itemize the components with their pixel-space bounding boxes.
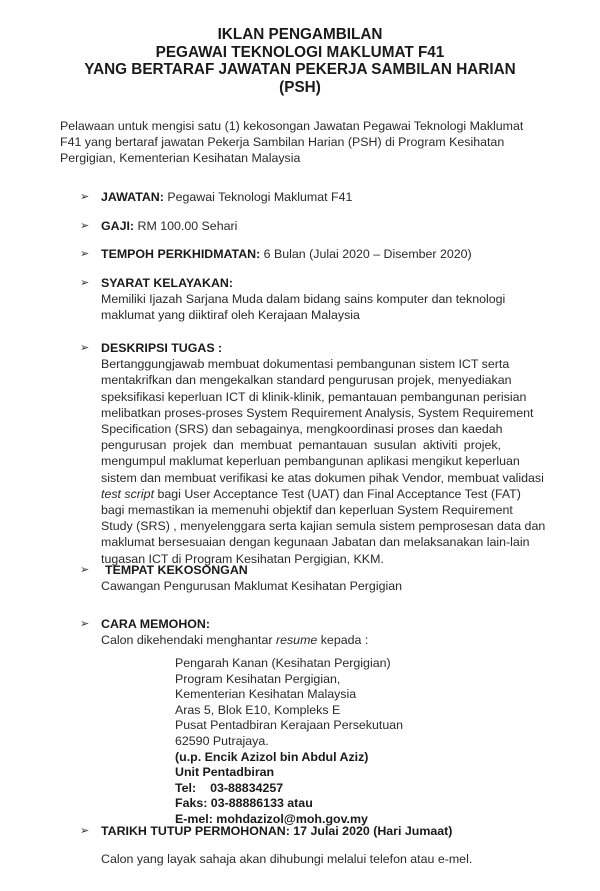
- arrow-bullet-icon: ➢: [80, 191, 90, 203]
- intro-line: Pergigian, Kementerian Kesihatan Malaysia: [60, 151, 301, 166]
- arrow-bullet-icon: ➢: [80, 342, 90, 354]
- arrow-bullet-icon: ➢: [80, 618, 90, 630]
- section-jawatan: [82, 189, 502, 205]
- deskripsi-line: sistem dan membuat verifikasi ke atas dokumen pihak Vendor, membuat validasi: [101, 470, 544, 485]
- document-title: [0, 26, 600, 96]
- syarat-line: Memiliki Ijazah Sarjana Muda dalam bidang sains komputer dan teknologi: [101, 292, 506, 307]
- footer-note: Calon yang layak sahaja akan dihubungi melalui telefon atau e-mel.: [101, 852, 473, 866]
- deskripsi-line: Bertanggungjawab membuat dokumentasi pembangunan sistem ICT serta: [101, 357, 510, 372]
- tempat-label: TEMPAT KEKOSONGAN: [105, 563, 248, 577]
- tel-number: 03-88834257: [210, 780, 284, 795]
- address-line: Kementerian Kesihatan Malaysia: [175, 687, 357, 702]
- address-block: [175, 656, 403, 828]
- arrow-bullet-icon: ➢: [80, 564, 90, 576]
- deskripsi-line: Specification (SRS) dan sebagainya, mengkoordinasi proses dan kaedah: [101, 422, 503, 437]
- cara-label: CARA MEMOHON:: [101, 617, 210, 631]
- section-cara: [82, 616, 502, 648]
- address-line: Pusat Pentadbiran Kerajaan Persekutuan: [175, 718, 404, 733]
- deskripsi-line: mentakrifkan dan mengekalkan standard pengurusan projek, menyediakan: [101, 373, 512, 388]
- deskripsi-label: DESKRIPSI TUGAS :: [101, 341, 223, 355]
- tempoh-value: 6 Bulan (Julai 2020 – Disember 2020): [260, 247, 472, 261]
- title-line: (PSH): [279, 78, 321, 96]
- jawatan-label: JAWATAN:: [101, 190, 164, 204]
- tempoh-label: TEMPOH PERKHIDMATAN:: [101, 247, 261, 261]
- gaji-label: GAJI:: [101, 219, 135, 233]
- address-line: Aras 5, Blok E10, Kompleks E: [175, 702, 341, 717]
- syarat-line: maklumat yang diiktiraf oleh Kerajaan Malaysia: [101, 308, 360, 323]
- section-gaji: [82, 218, 502, 234]
- arrow-bullet-icon: ➢: [80, 277, 90, 289]
- deskripsi-line: pengurusan projek dan membuat pemantauan susulan aktiviti projek,: [101, 438, 501, 453]
- intro-line: Pelawaan untuk mengisi satu (1) kekosongan Jawatan Pegawai Teknologi Maklumat: [60, 119, 524, 133]
- test-script-term: test script: [101, 486, 155, 501]
- section-tempat: [82, 562, 502, 594]
- intro-line: F41 yang bertaraf jawatan Pekerja Sambilan Harian (PSH) di Program Kesihatan: [60, 135, 505, 150]
- tempat-value: Cawangan Pengurusan Maklumat Kesihatan Pergigian: [101, 579, 403, 594]
- deskripsi-line: Study (SRS) , menyelenggara serta kajian semula sistem pemprosesan data dan: [101, 519, 546, 534]
- title-line: IKLAN PENGAMBILAN: [217, 26, 383, 43]
- deskripsi-line: bagi memastikan ia memenuhi objektif dan keperluan System Requirement: [101, 503, 513, 518]
- section-tempoh: [82, 246, 502, 262]
- arrow-bullet-icon: ➢: [80, 825, 90, 837]
- address-line: Program Kesihatan Pergigian,: [175, 671, 341, 686]
- cara-text: Calon dikehendaki menghantar resume kepada :: [101, 633, 369, 648]
- address-line: 62590 Putrajaya.: [175, 733, 269, 748]
- syarat-label: SYARAT KELAYAKAN:: [101, 276, 233, 290]
- intro-paragraph: [60, 118, 524, 167]
- unit-line: Unit Pentadbiran: [175, 765, 275, 780]
- jawatan-value: Pegawai Teknologi Maklumat F41: [163, 190, 353, 204]
- deskripsi-line: mengumpul maklumat keperluan pembangunan aplikasi mengikut keperluan: [101, 454, 520, 469]
- address-line: Pengarah Kanan (Kesihatan Pergigian): [175, 656, 391, 670]
- title-line: YANG BERTARAF JAWATAN PEKERJA SAMBILAN HARIAN: [84, 61, 516, 78]
- attention-line: (u.p. Encik Azizol bin Abdul Aziz): [175, 749, 369, 764]
- section-deskripsi: [80, 340, 546, 567]
- deskripsi-line: speksifikasi keperluan ICT di klinik-klinik, pemantauan pembangunan perisian: [101, 389, 527, 404]
- deskripsi-line: test script bagi User Acceptance Test (UAT) dan Final Acceptance Test (FAT): [101, 486, 521, 501]
- arrow-bullet-icon: ➢: [80, 248, 90, 260]
- tarikh-label: TARIKH TUTUP PERMOHONAN: 17 Julai 2020 (Hari Jumaat): [101, 824, 453, 838]
- section-syarat: [80, 275, 506, 324]
- title-line: PEGAWAI TEKNOLOGI MAKLUMAT F41: [155, 43, 445, 61]
- section-tarikh: [82, 823, 502, 839]
- tel-line: Tel: 03-88834257: [175, 780, 284, 795]
- deskripsi-line: melibatkan proses-proses System Requirement Analysis, System Requirement: [101, 405, 534, 420]
- resume-term: resume: [275, 633, 318, 648]
- fax-line: Faks: 03-88886133 atau: [175, 796, 313, 811]
- gaji-value: RM 100.00 Sehari: [134, 219, 238, 233]
- arrow-bullet-icon: ➢: [80, 220, 90, 232]
- deskripsi-line: tugasan ICT di Program Kesihatan Pergigian, KKM.: [101, 551, 384, 566]
- email-line[interactable]: E-mel: mohdazizol@moh.gov.my: [175, 811, 368, 826]
- deskripsi-line: maklumat bersesuaian dengan kegunaan Jabatan dan melaksanakan lain-lain: [101, 535, 530, 550]
